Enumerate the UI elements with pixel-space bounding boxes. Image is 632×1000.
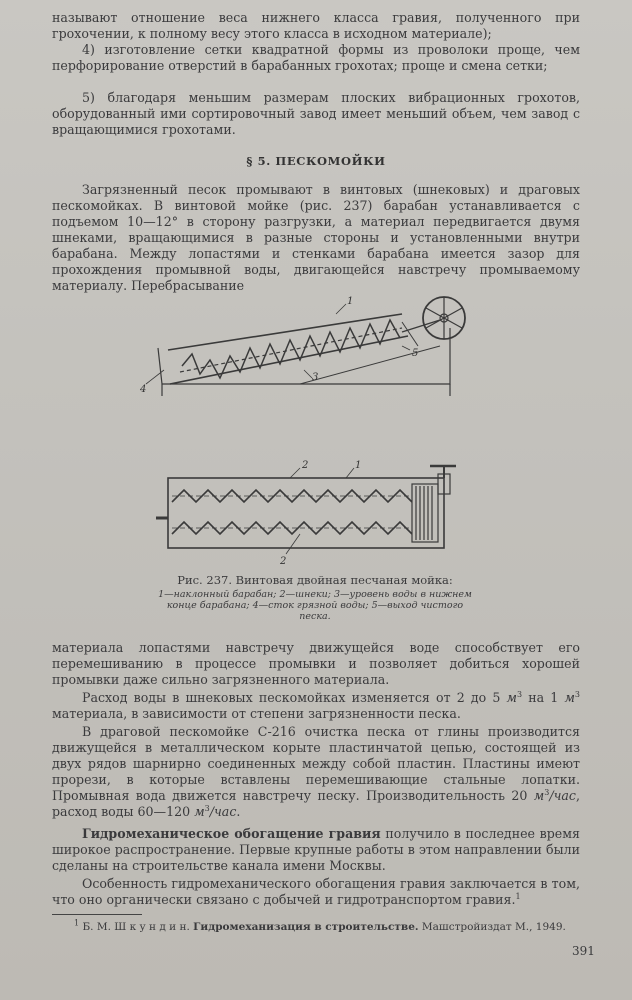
paragraph-top-3: 5) благодаря меньшим размерам плоских вибрационных грохотов, оборудованный ими сортировочный завод имеет меньший объем, чем завод с вращающимися грохотами.	[52, 90, 580, 137]
label-4: 4	[140, 384, 147, 395]
label-3: 3	[312, 372, 319, 383]
figure-side-view	[140, 288, 480, 400]
discharge-chute	[402, 322, 418, 346]
paragraph-body-3: В драговой пескомойке С-216 очистка песка от глины производится движущейся в металлическом корыте пластинчатой цепью, состоящей из двух рядов шарнирно соединенных между собой пластин. Пластины имеют прорези, в которые вставлены перемешивающие стальные лопатки. Промывная вода движется навстречу песку. Производительность 20 $м^3$/час, расход воды 60—120 $м^3$/час.	[52, 724, 580, 819]
figure-top-view	[150, 456, 470, 568]
footnote: $^1$ Б. М. Ш к у н д и н. Гидромеханизация в строительстве. Машстройиздат М., 1949.	[74, 918, 566, 933]
leader-2-bottom	[286, 534, 300, 554]
section-heading: § 5. ПЕСКОМОЙКИ	[246, 154, 386, 168]
paragraph-body-5: Особенность гидромеханического обогащения гравия заключается в том, что оно органически связано с добычей и гидротранспортом гравия.$^1$	[52, 876, 580, 907]
page-number: 391	[572, 944, 595, 958]
leader-2-top	[290, 468, 300, 478]
label-2-top: 2	[302, 460, 309, 471]
leader-1	[336, 304, 346, 314]
leader-5	[402, 346, 410, 350]
label-1-top: 1	[355, 460, 362, 471]
paragraph-top-2: 4) изготовление сетки квадратной формы из проволоки проще, чем перфорирование отверстий в барабанных грохотах; проще и смена сетки;	[52, 42, 580, 73]
leader-3	[304, 370, 312, 378]
figure-caption: Рис. 237. Винтовая двойная песчаная мойка:	[177, 573, 453, 587]
paragraph-body-1: материала лопастями навстречу движущейся воде способствует его перемешиванию в процессе промывки и позволяет добиться хорошей промывки даже сильно загрязненного материала.	[52, 640, 580, 687]
footnote-divider	[52, 914, 142, 915]
trough-outline	[168, 478, 444, 548]
label-2-bottom: 2	[280, 556, 287, 567]
screw-blades	[182, 320, 400, 378]
label-1: 1	[347, 296, 354, 307]
paragraph-body-4: Гидромеханическое обогащение гравия получило в последнее время широкое распространение. Первые крупные работы в этом направлении были сделаны на строительстве канала имени Москвы.	[52, 826, 580, 873]
leader-1-top	[346, 468, 354, 478]
figure-legend: 1—наклонный барабан; 2—шнеки; 3—уровень воды в нижнем конце барабана; 4—сток грязной воды; 5—выход чистого песка.	[158, 589, 472, 622]
paragraph-top-1: называют отношение веса нижнего класса гравия, полученного при грохочении, к полному весу этого класса в исходном материале);	[52, 10, 580, 41]
paragraph-intro: Загрязненный песок промывают в винтовых (шнековых) и драговых пескомойках. В винтовой мойке (рис. 237) барабан устанавливается с подъемом 10—12° в сторону разгрузки, а материал передвигается двумя шнеками, вращающимися в разные стороны и установленными внутри барабана. Между лопастями и стенками барабана имеется зазор для прохождения промывной воды, двигающейся навстречу промываемому материалу. Перебрасывание	[52, 182, 580, 293]
paragraph-body-2: Расход воды в шнековых пескомойках изменяется от 2 до 5 $м^3$ на 1 $м^3$ материала, в зависимости от степени загрязненности песка.	[52, 689, 580, 721]
label-5: 5	[412, 348, 419, 359]
